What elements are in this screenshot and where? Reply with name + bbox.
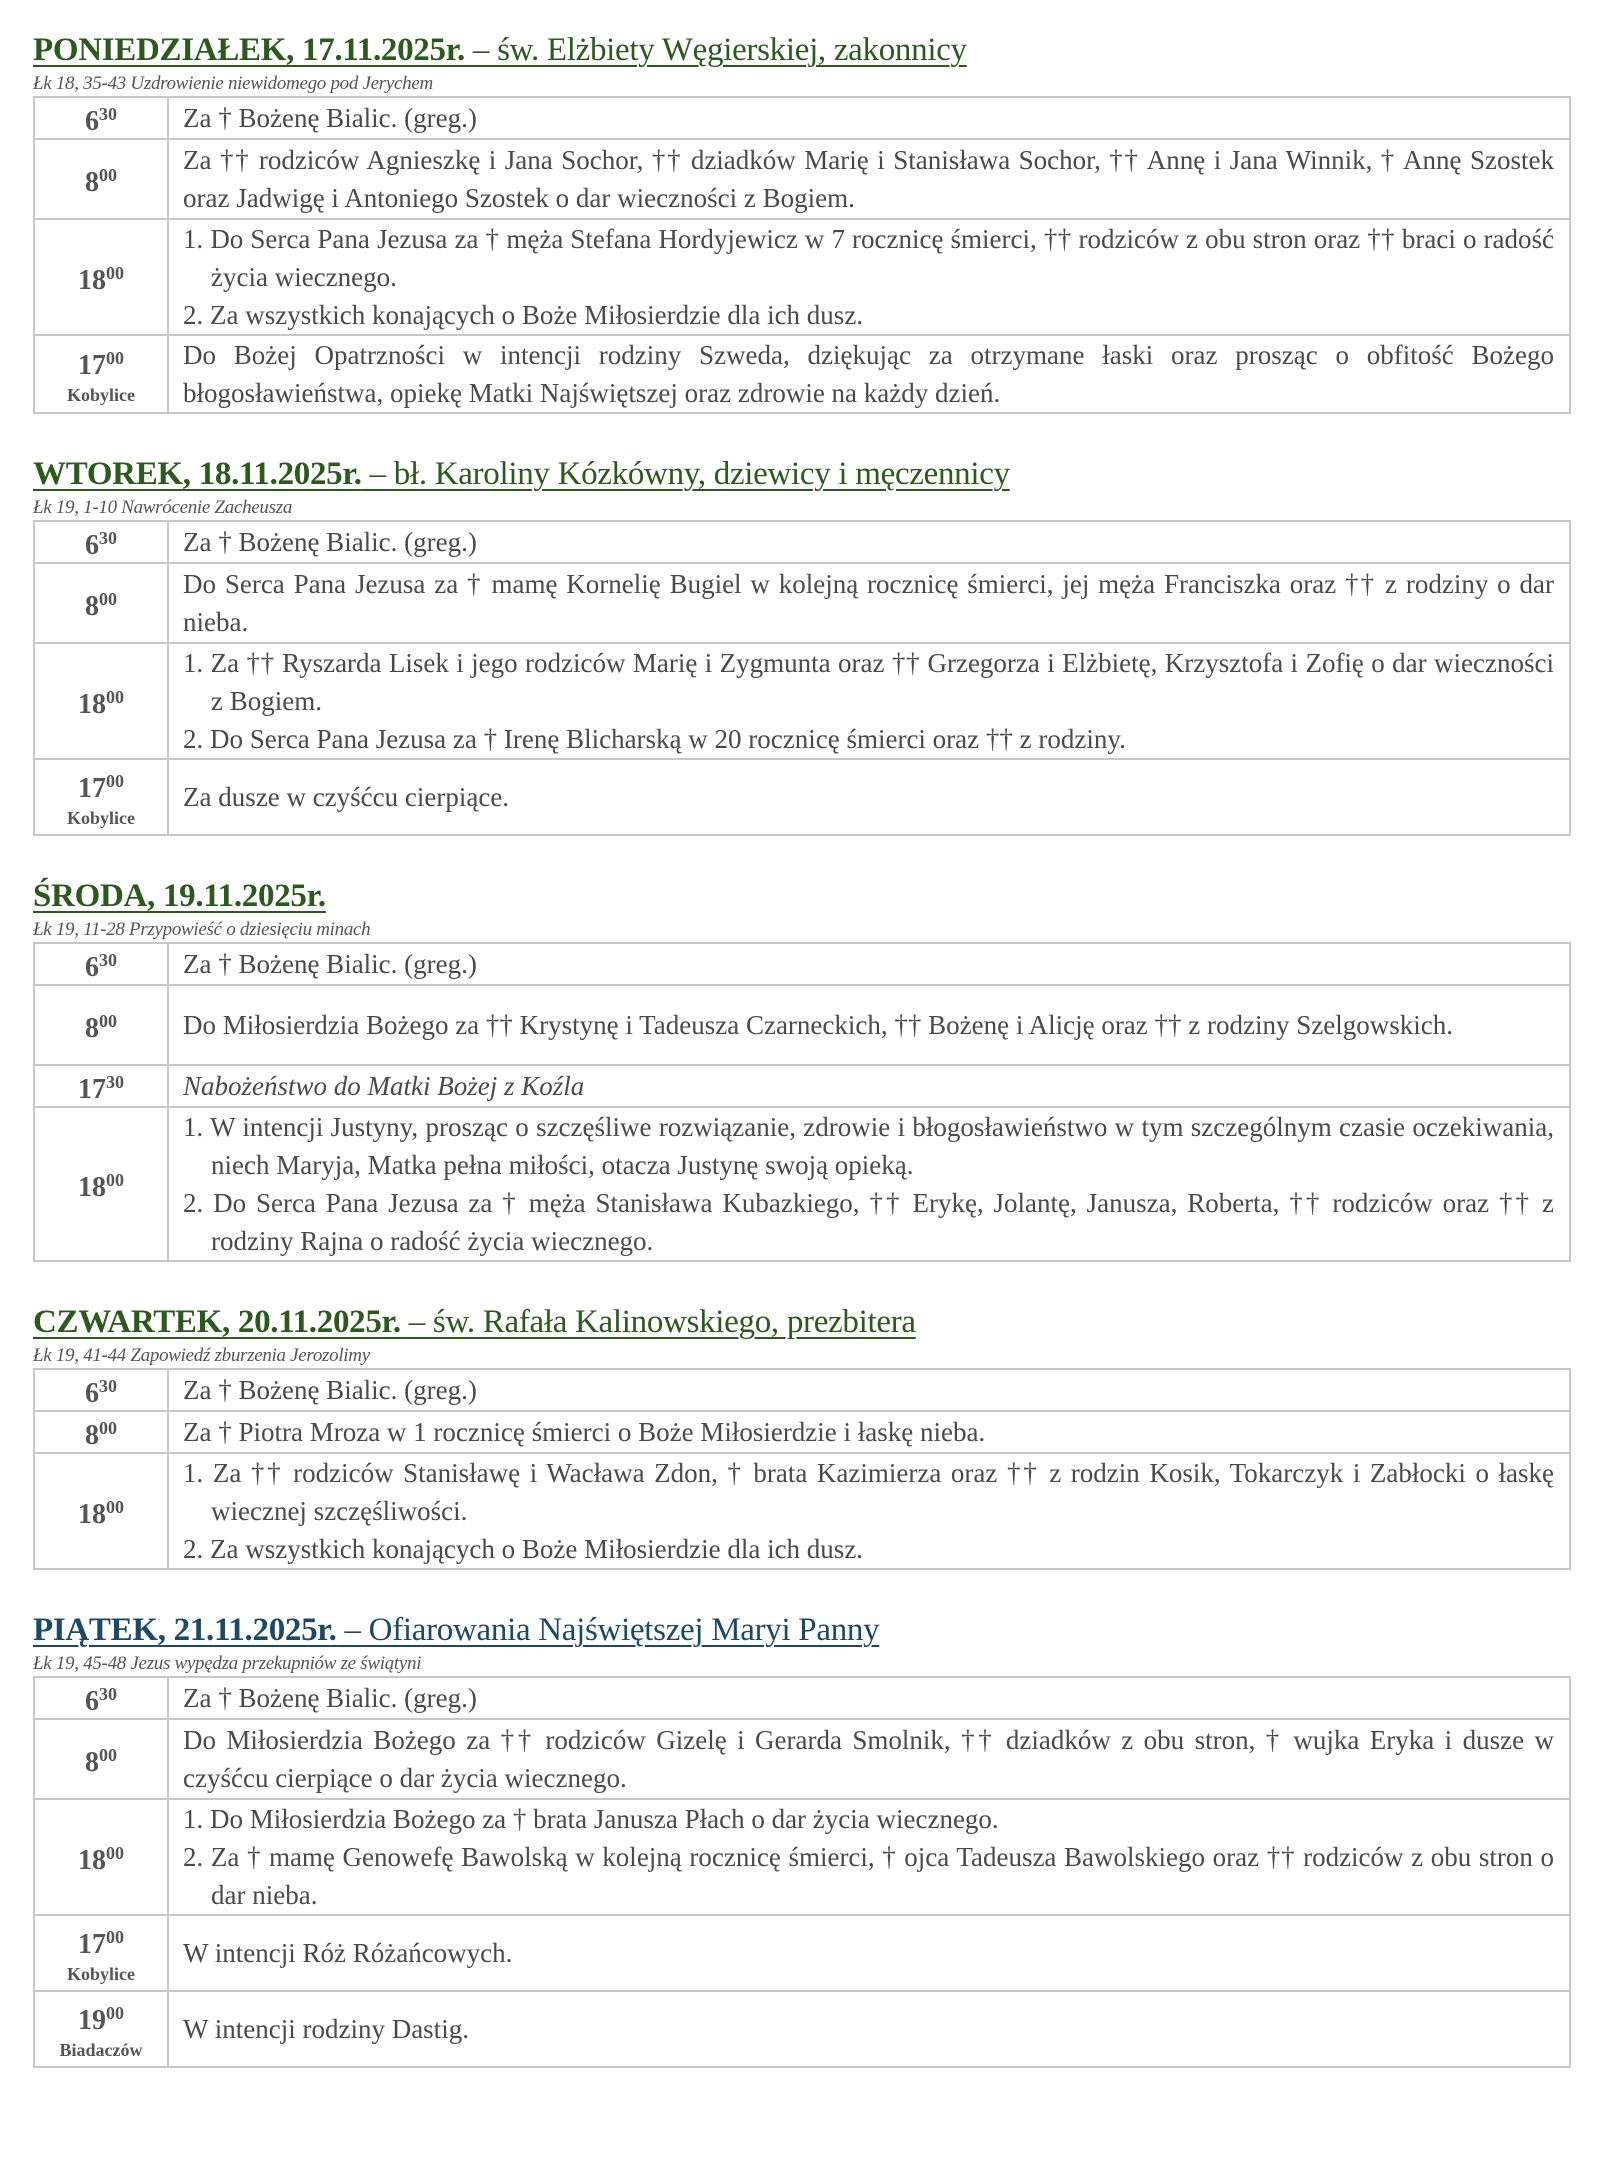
mass-time	[34, 139, 168, 219]
hour: 6	[85, 1378, 99, 1409]
mass-intention	[168, 1369, 1570, 1411]
day-name: WTOREK, 18.11.2025r.	[33, 456, 362, 492]
mass-row	[34, 1107, 1570, 1261]
feast-name: – bł. Karoliny Kózkówny, dziewicy i męczennicy	[361, 456, 1010, 492]
hour: 8	[85, 167, 99, 198]
mass-row	[34, 1411, 1570, 1453]
mass-row	[34, 1677, 1570, 1719]
minutes: 00	[106, 1843, 124, 1863]
intention-text: W intencji rodziny Dastig.	[183, 2014, 469, 2044]
mass-row	[34, 1719, 1570, 1799]
intention-item-2: 2. Za † mamę Genowefę Bawolską w kolejną rocznicę śmierci, † ojca Tadeusza Bawolskiego oraz †† rodziców z obu stron o dar nieba.	[183, 1842, 1554, 1910]
mass-intention	[168, 1453, 1570, 1569]
intention-text: Za † Bożenę Bialic. (greg.)	[183, 103, 477, 133]
mass-row	[34, 985, 1570, 1065]
mass-intention	[168, 139, 1570, 219]
gospel-reading: Łk 19, 1-10 Nawrócenie Zacheusza	[33, 497, 293, 518]
minutes: 00	[106, 1170, 124, 1190]
intention-text: Za † Piotra Mroza w 1 rocznicę śmierci o Boże Miłosierdzie i łaskę nieba.	[183, 1417, 986, 1447]
mass-time	[34, 1453, 168, 1569]
mass-intention	[168, 759, 1570, 835]
mass-row	[34, 643, 1570, 759]
mass-time	[34, 1411, 168, 1453]
mass-intention	[168, 563, 1570, 643]
mass-row	[34, 1915, 1570, 1991]
mass-intention	[168, 1677, 1570, 1719]
minutes: 30	[99, 528, 117, 548]
hour: 17	[78, 350, 106, 381]
mass-time	[34, 1719, 168, 1799]
mass-row	[34, 521, 1570, 563]
mass-time	[34, 97, 168, 139]
hour: 6	[85, 106, 99, 137]
minutes: 00	[106, 1927, 124, 1947]
mass-time	[34, 1107, 168, 1261]
mass-intention	[168, 1065, 1570, 1107]
hour: 8	[85, 1747, 99, 1778]
mass-row	[34, 759, 1570, 835]
hour: 19	[78, 2005, 106, 2036]
mass-intention	[168, 1991, 1570, 2067]
hour: 17	[78, 773, 106, 804]
day-header	[33, 454, 1571, 494]
hour: 6	[85, 1686, 99, 1717]
gospel-reading: Łk 18, 35-43 Uzdrowienie niewidomego pod Jerychem	[33, 73, 433, 94]
intention-text: Za † Bożenę Bialic. (greg.)	[183, 527, 477, 557]
mass-time	[34, 1369, 168, 1411]
mass-location: Kobylice	[67, 385, 135, 405]
mass-row	[34, 97, 1570, 139]
intention-item-2: 2. Za wszystkich konających o Boże Miłosierdzie dla ich dusz.	[183, 300, 864, 330]
mass-time	[34, 521, 168, 563]
mass-time	[34, 759, 168, 835]
mass-row	[34, 1065, 1570, 1107]
hour: 8	[85, 1420, 99, 1451]
minutes: 00	[99, 1745, 117, 1765]
intention-item-1: 1. Za †† Ryszarda Lisek i jego rodziców Marię i Zygmunta oraz †† Grzegorza i Elżbietę, Krzysztofa i Zofię o dar wieczności z Bogiem.	[183, 648, 1554, 716]
mass-table	[33, 1676, 1571, 2068]
gospel-reading: Łk 19, 41-44 Zapowiedź zburzenia Jerozolimy	[33, 1345, 370, 1366]
mass-time	[34, 985, 168, 1065]
mass-row	[34, 563, 1570, 643]
gospel-reading: Łk 19, 11-28 Przypowieść o dziesięciu minach	[33, 919, 371, 940]
intention-item-1: 1. W intencji Justyny, prosząc o szczęśliwe rozwiązanie, zdrowie i błogosławieństwo w tym szczególnym czasie oczekiwania, niech Maryja, Matka pełna miłości, otacza Justynę swoją opieką.	[183, 1112, 1554, 1180]
mass-intention	[168, 97, 1570, 139]
mass-location: Kobylice	[67, 1964, 135, 1984]
intention-text: Za †† rodziców Agnieszkę i Jana Sochor, †† dziadków Marię i Stanisława Sochor, †† Annę i Jana Winnik, † Annę Szostek oraz Jadwigę i Antoniego Szostek o dar wieczności z Bogiem.	[183, 145, 1554, 213]
minutes: 00	[99, 1011, 117, 1031]
day-section-tuesday	[33, 454, 1571, 836]
devotion-text: Nabożeństwo do Matki Bożej z Koźla	[183, 1071, 585, 1101]
intention-text: Do Miłosierdzia Bożego za †† Krystynę i Tadeusza Czarneckich, †† Bożenę i Alicję oraz †† z rodziny Szelgowskich.	[183, 1010, 1453, 1040]
feast-name: – św. Rafała Kalinowskiego, prezbitera	[400, 1304, 916, 1340]
mass-table	[33, 942, 1571, 1262]
mass-time	[34, 1915, 168, 1991]
intention-item-1: 1. Za †† rodziców Stanisławę i Wacława Zdon, † brata Kazimierza oraz †† z rodzin Kosik, Tokarczyk i Zabłocki o łaskę wiecznej szczęśliwości.	[183, 1458, 1554, 1526]
minutes: 00	[99, 165, 117, 185]
hour: 18	[78, 689, 106, 720]
mass-row	[34, 943, 1570, 985]
day-header	[33, 876, 1571, 916]
minutes: 00	[106, 771, 124, 791]
mass-row	[34, 1991, 1570, 2067]
mass-time	[34, 563, 168, 643]
intention-text: Za dusze w czyśćcu cierpiące.	[183, 782, 510, 812]
mass-location: Kobylice	[67, 808, 135, 828]
mass-intention	[168, 943, 1570, 985]
minutes: 30	[99, 1684, 117, 1704]
mass-intention	[168, 521, 1570, 563]
day-header	[33, 1302, 1571, 1342]
mass-time	[34, 643, 168, 759]
day-section-wednesday	[33, 876, 1571, 1262]
day-section-thursday	[33, 1302, 1571, 1570]
minutes: 00	[106, 263, 124, 283]
mass-intention	[168, 643, 1570, 759]
intention-text: Do Bożej Opatrzności w intencji rodziny Szweda, dziękując za otrzymane łaski oraz prosząc o obfitość Bożego błogosławieństwa, opiekę Matki Najświętszej oraz zdrowie na każdy dzień.	[183, 340, 1554, 408]
day-header	[33, 30, 1571, 70]
minutes: 00	[106, 348, 124, 368]
mass-intention	[168, 219, 1570, 335]
minutes: 00	[106, 2003, 124, 2023]
hour: 6	[85, 952, 99, 983]
mass-table	[33, 520, 1571, 836]
intention-item-2: 2. Za wszystkich konających o Boże Miłosierdzie dla ich dusz.	[183, 1534, 864, 1564]
minutes: 00	[99, 1418, 117, 1438]
intention-item-2: 2. Do Serca Pana Jezusa za † męża Stanisława Kubazkiego, †† Erykę, Jolantę, Janusza, Roberta, †† rodziców oraz †† z rodziny Rajna o radość życia wiecznego.	[183, 1188, 1554, 1256]
mass-row	[34, 1453, 1570, 1569]
hour: 8	[85, 1013, 99, 1044]
day-name: ŚRODA, 19.11.2025r.	[33, 878, 326, 914]
minutes: 00	[106, 687, 124, 707]
hour: 18	[78, 1172, 106, 1203]
mass-time	[34, 1991, 168, 2067]
day-name: PONIEDZIAŁEK, 17.11.2025r.	[33, 32, 465, 68]
hour: 18	[78, 1499, 106, 1530]
mass-row	[34, 139, 1570, 219]
mass-time	[34, 1799, 168, 1915]
day-name: CZWARTEK, 20.11.2025r.	[33, 1304, 401, 1340]
mass-location: Biadaczów	[59, 2040, 143, 2060]
intention-item-1: 1. Do Serca Pana Jezusa za † męża Stefana Hordyjewicz w 7 rocznicę śmierci, †† rodziców z obu stron oraz †† braci o radość życia wiecznego.	[183, 224, 1554, 292]
mass-time	[34, 943, 168, 985]
mass-time	[34, 219, 168, 335]
minutes: 30	[99, 950, 117, 970]
hour: 18	[78, 1845, 106, 1876]
intention-text: Za † Bożenę Bialic. (greg.)	[183, 1375, 477, 1405]
intention-item-1: 1. Do Miłosierdzia Bożego za † brata Janusza Płach o dar życia wiecznego.	[183, 1804, 999, 1834]
mass-time	[34, 1065, 168, 1107]
hour: 6	[85, 530, 99, 561]
intention-text: Do Miłosierdzia Bożego za †† rodziców Gizelę i Gerarda Smolnik, †† dziadków z obu stron, † wujka Eryka i dusze w czyśćcu cierpiące o dar życia wiecznego.	[183, 1725, 1554, 1793]
intentions-page	[33, 30, 1571, 2108]
mass-row	[34, 335, 1570, 413]
minutes: 30	[99, 104, 117, 124]
mass-time	[34, 335, 168, 413]
day-name: PIĄTEK, 21.11.2025r.	[33, 1612, 337, 1648]
mass-intention	[168, 335, 1570, 413]
minutes: 30	[106, 1072, 124, 1092]
intention-text: Do Serca Pana Jezusa za † mamę Kornelię Bugiel w kolejną rocznicę śmierci, jej męża Franciszka oraz †† z rodziny o dar nieba.	[183, 569, 1554, 637]
intention-text: Za † Bożenę Bialic. (greg.)	[183, 949, 477, 979]
day-section-monday	[33, 30, 1571, 414]
mass-table	[33, 96, 1571, 414]
mass-intention	[168, 1107, 1570, 1261]
intention-text: W intencji Róż Różańcowych.	[183, 1938, 513, 1968]
hour: 17	[78, 1074, 106, 1105]
mass-intention	[168, 1915, 1570, 1991]
hour: 18	[78, 265, 106, 296]
mass-time	[34, 1677, 168, 1719]
feast-name: – św. Elżbiety Węgierskiej, zakonnicy	[464, 32, 967, 68]
minutes: 00	[106, 1497, 124, 1517]
day-section-friday	[33, 1610, 1571, 2068]
gospel-reading: Łk 19, 45-48 Jezus wypędza przekupniów ze świątyni	[33, 1653, 422, 1674]
mass-intention	[168, 1411, 1570, 1453]
mass-row	[34, 219, 1570, 335]
mass-row	[34, 1799, 1570, 1915]
mass-intention	[168, 1799, 1570, 1915]
minutes: 30	[99, 1376, 117, 1396]
day-header	[33, 1610, 1571, 1650]
mass-intention	[168, 1719, 1570, 1799]
hour: 8	[85, 591, 99, 622]
mass-intention	[168, 985, 1570, 1065]
intention-text: Za † Bożenę Bialic. (greg.)	[183, 1683, 477, 1713]
feast-name: – Ofiarowania Najświętszej Maryi Panny	[336, 1612, 880, 1648]
mass-table	[33, 1368, 1571, 1570]
intention-item-2: 2. Do Serca Pana Jezusa za † Irenę Blicharską w 20 rocznicę śmierci oraz †† z rodziny.	[183, 724, 1126, 754]
mass-row	[34, 1369, 1570, 1411]
minutes: 00	[99, 589, 117, 609]
hour: 17	[78, 1929, 106, 1960]
